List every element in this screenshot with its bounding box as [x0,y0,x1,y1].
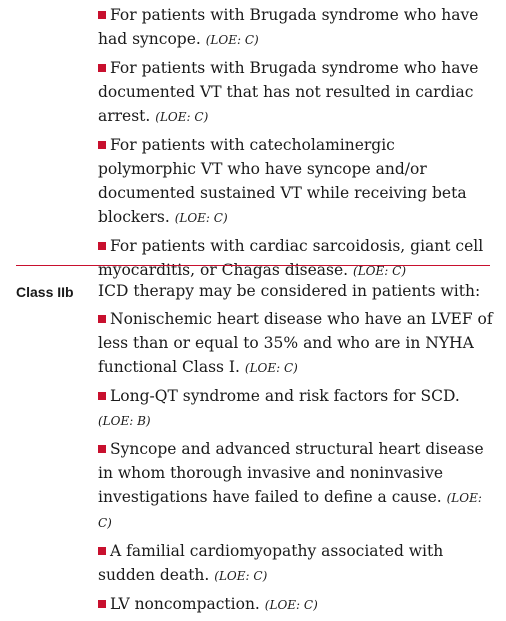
list-item: For patients with cardiac sarcoidosis, giant cell myocarditis, or Chagas disease. (LOE: C) [98,237,484,279]
list-item: LV noncompaction. (LOE: C) [98,592,494,617]
loe-tag: (LOE: C) [174,211,228,225]
list-item: Long-QT syndrome and risk factors for SCD. (LOE: B) [98,387,460,428]
square-bullet-icon [98,445,106,453]
top-recommendations [98,3,494,287]
loe-tag: (LOE: C) [214,569,268,583]
class-iib-recommendations [98,279,494,621]
square-bullet-icon [98,141,106,149]
class-label: Class IIb [16,284,74,300]
loe-tag: (LOE: C) [264,598,318,612]
list-item: Nonischemic heart disease who have an LVEF of less than or equal to 35% and who are in NYHA functional Class I. (LOE: C) [98,310,493,376]
square-bullet-icon [98,315,106,323]
square-bullet-icon [98,11,106,19]
square-bullet-icon [98,242,106,250]
square-bullet-icon [98,392,106,400]
list-item: Syncope and advanced structural heart disease in whom thorough invasive and noninvasive investigations have failed to define a cause. (LOE: C) [98,440,484,530]
loe-tag: (LOE: C) [155,110,209,124]
section-divider [16,265,490,266]
square-bullet-icon [98,600,106,608]
list-item: For patients with Brugada syndrome who have documented VT that has not resulted in cardiac arrest. (LOE: C) [98,59,479,125]
loe-tag: (LOE: C) [205,33,259,47]
class-intro: ICD therapy may be considered in patients with: [98,282,481,300]
loe-tag: (LOE: C) [244,361,298,375]
loe-tag: (LOE: C) [98,491,482,530]
list-item: For patients with Brugada syndrome who have had syncope. (LOE: C) [98,6,479,48]
loe-tag: (LOE: C) [353,264,406,278]
list-item: A familial cardiomyopathy associated with sudden death. (LOE: C) [98,542,444,584]
loe-tag: (LOE: B) [98,414,151,428]
square-bullet-icon [98,64,106,72]
square-bullet-icon [98,547,106,555]
list-item: For patients with catecholaminergic polymorphic VT who have syncope and/or documented sustained VT while receiving beta blockers. (LOE: C) [98,136,467,226]
